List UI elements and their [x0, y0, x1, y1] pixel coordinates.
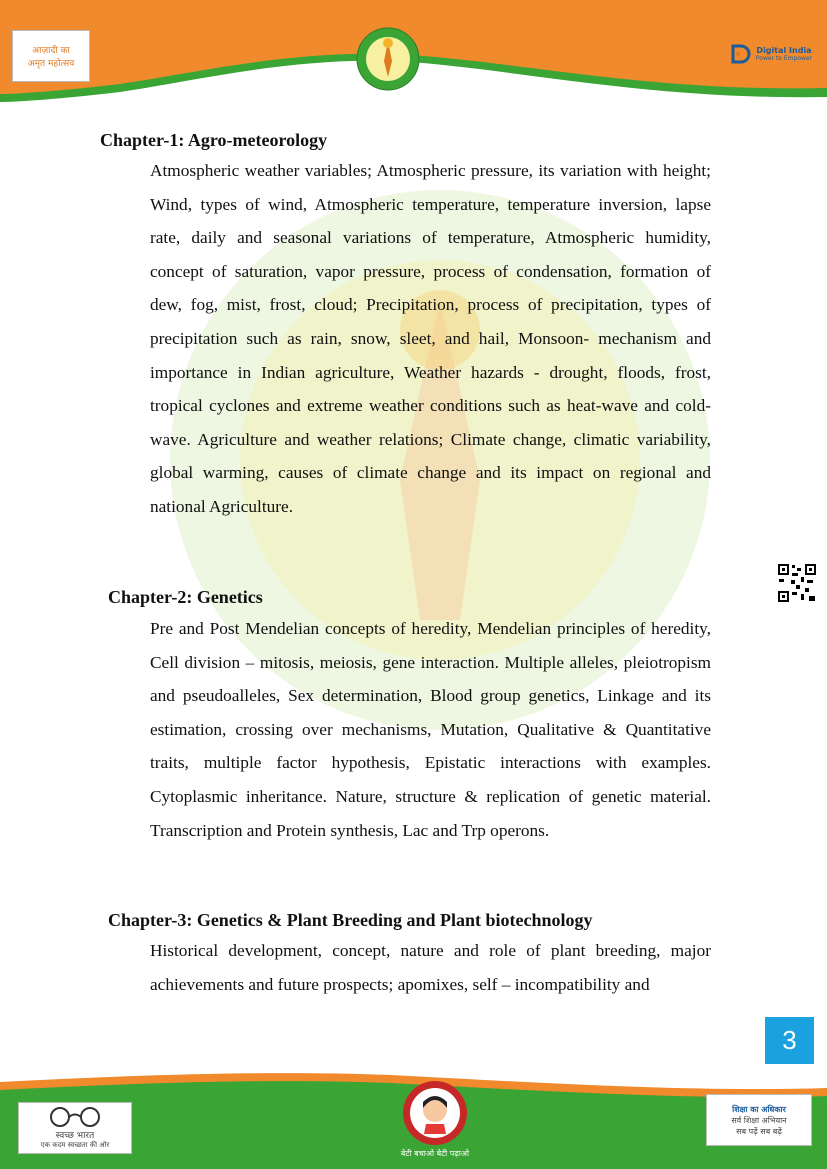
page-number: 3: [782, 1025, 797, 1055]
gandhi-glasses-icon: [40, 1106, 110, 1128]
swachh-bharat-line1: स्वच्छ भारत: [55, 1131, 95, 1141]
center-emblem-icon: [356, 27, 420, 91]
azadi-logo-line2: अमृत महोत्सव: [27, 59, 75, 69]
chapter-1-title: Chapter-1: Agro-meteorology: [100, 130, 328, 150]
digital-india-line1: Digital India: [756, 46, 812, 55]
digital-india-line2: Power to Empower: [755, 55, 813, 62]
shiksha-ka-adhikar-logo: [706, 1094, 812, 1146]
qr-code-icon[interactable]: [777, 563, 817, 603]
chapter-3-title: Chapter-3: Genetics & Plant Breeding and Plant biotechnology: [108, 910, 593, 930]
digital-india-icon: [729, 42, 753, 66]
swachh-bharat-line2: एक कदम स्वच्छता की ओर: [40, 1141, 110, 1149]
chapter-2-body: Pre and Post Mendelian concepts of heredity, Mendelian principles of heredity, Cell division – mitosis, meiosis, gene interaction. Multiple alleles, pleiotropism and pseudoalleles, Sex determination, Blood group genetics, Linkage and its estimation, crossing over mechanisms, Mutation, Qualitative & Quantitative traits, multiple factor hypothesis, Epistatic interactions with examples. Cytoplasmic inheritance. Nature, structure & replication of genetic material. Transcription and Protein synthesis, Lac and Trp operons.: [150, 619, 711, 840]
shiksha-line2: सर्व शिक्षा अभियान: [731, 1115, 787, 1125]
shiksha-line3: सब पढ़ें सब बढ़ें: [736, 1126, 782, 1136]
azadi-logo-line1: आज़ादी का: [32, 46, 70, 56]
azadi-ka-amrit-mahotsav-logo: [12, 30, 90, 82]
chapter-1-body: Atmospheric weather variables; Atmospheric pressure, its variation with height; Wind, types of wind, Atmospheric temperature, temperature inversion, lapse rate, daily and seasonal variations of temperature, Atmospheric humidity, concept of saturation, vapor pressure, process of condensation, formation of dew, fog, mist, frost, cloud; Precipitation, process of precipitation, types of precipitation such as rain, snow, sleet, and hail, Monsoon- mechanism and importance in Indian agriculture, Weather hazards - drought, floods, frost, tropical cyclones and extreme weather conditions such as heat-wave and cold-wave. Agriculture and weather relations; Climate change, climatic variability, global warming, causes of climate change and its impact on regional and national Agriculture.: [150, 161, 711, 516]
beti-bachao-logo-icon: [402, 1080, 468, 1146]
chapter-3-body: Historical development, concept, nature and role of plant breeding, major achievements and future prospects; apomixes, self – incompatibility and: [150, 941, 711, 994]
swachh-bharat-logo: [18, 1102, 132, 1154]
shiksha-line1: शिक्षा का अधिकार: [732, 1104, 786, 1114]
page-number-badge: [765, 1017, 814, 1064]
beti-bachao-text: बेटी बचाओ बेटी पढ़ाओ: [400, 1149, 470, 1158]
chapter-2-title: Chapter-2: Genetics: [108, 587, 263, 607]
